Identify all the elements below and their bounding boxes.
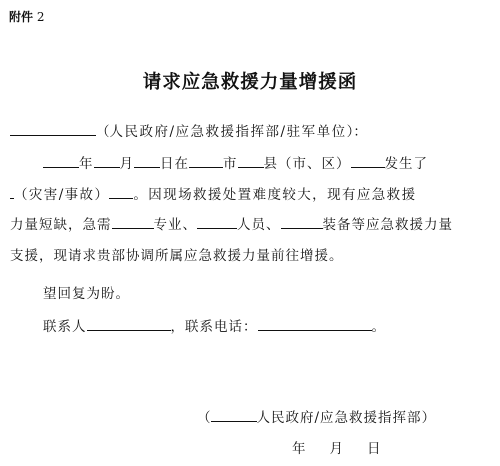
- personnel-blank: [197, 213, 237, 229]
- date-month: 月: [329, 441, 343, 457]
- county-label: 县（市、区）: [263, 156, 351, 172]
- incident-paren-close: ）: [94, 187, 110, 203]
- city-label: 市: [223, 156, 238, 172]
- incident-type: 灾害/事故: [28, 187, 95, 203]
- signature-blank: [211, 406, 257, 422]
- contact-person-label: 联系人: [43, 319, 87, 335]
- personnel-label: 人员、: [237, 217, 281, 233]
- addressee-paren-close: ）：: [346, 124, 367, 140]
- signature-paren-open: （: [197, 410, 211, 426]
- signature-line: [197, 406, 435, 429]
- occurred-label: 发生了: [384, 156, 428, 172]
- day-location-label: 日在: [160, 156, 189, 172]
- attachment-label: [9, 6, 44, 28]
- equipment-blank: [281, 213, 323, 229]
- incident-paren-open: （: [14, 187, 29, 203]
- incident-tail: 。因现场救援处置难度较大，现有应急救援: [133, 187, 417, 203]
- year-blank: [43, 152, 79, 168]
- contact-phone-label: ，联系电话：: [170, 319, 258, 335]
- body-line-resources: [10, 213, 453, 236]
- attachment-number: 2: [36, 10, 45, 24]
- body-line-incident: [10, 183, 416, 206]
- incident-blank-tail: [109, 183, 133, 199]
- month-label: 月: [119, 156, 134, 172]
- document-title: 请求应急救援力量增援函: [142, 72, 358, 93]
- attachment-word: 附件: [9, 10, 34, 24]
- addressee-text: 人民政府/应急救援指挥部/驻军单位: [109, 124, 347, 140]
- signature-text: 人民政府/应急救援指挥部: [256, 410, 422, 426]
- day-blank: [134, 152, 160, 168]
- contact-line: [43, 315, 386, 338]
- specialty-blank: [112, 213, 154, 229]
- signature-paren-close: ）: [421, 410, 436, 426]
- body-line-date-location: [43, 152, 428, 175]
- date-year: 年: [292, 441, 306, 457]
- resources-head: 力量短缺，急需: [10, 217, 112, 233]
- month-blank: [94, 152, 120, 168]
- addressee-blank: [10, 120, 96, 136]
- body-line-reply: 望回复为盼。: [43, 286, 130, 302]
- contact-end: 。: [371, 319, 386, 335]
- addressee-paren-open: （: [96, 124, 110, 140]
- county-blank: [238, 152, 264, 168]
- addressee-line: [10, 120, 367, 143]
- specialty-label: 专业、: [153, 217, 197, 233]
- equipment-label: 装备等应急救援力量: [322, 217, 453, 233]
- date-day: 日: [367, 441, 381, 457]
- signature-date: [292, 438, 381, 460]
- place-blank: [351, 152, 385, 168]
- contact-person-blank: [87, 315, 171, 331]
- contact-phone-blank: [258, 315, 372, 331]
- body-line-request: 支援，现请求贵部协调所属应急救援力量前往增援。: [10, 248, 344, 264]
- year-label: 年: [79, 156, 94, 172]
- city-blank: [189, 152, 223, 168]
